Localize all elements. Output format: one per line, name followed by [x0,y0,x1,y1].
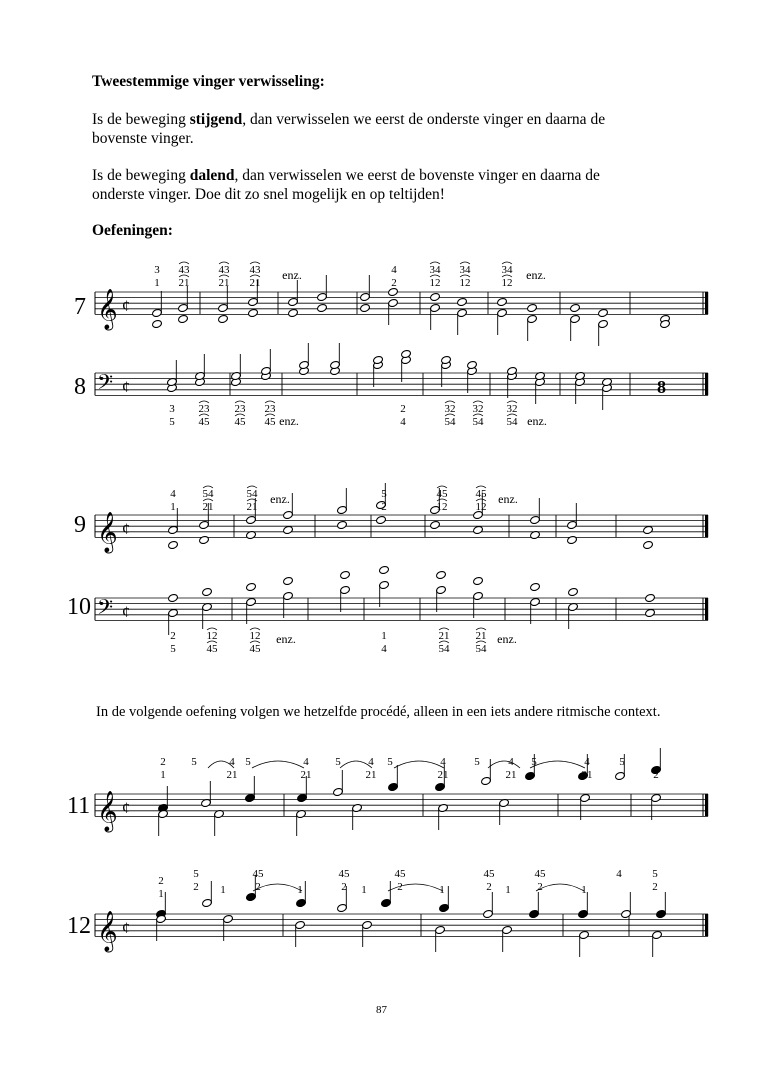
fingering: 5 [652,868,658,880]
upper-note-head [439,903,450,912]
fingering: 1 [581,884,587,896]
staff-11 [95,791,708,832]
fingering: 1 [158,888,164,900]
note-head [360,292,371,301]
fingering: 5 [387,756,393,768]
fingering: 5 [531,756,537,768]
fingering: 5 [191,756,197,768]
fingering-bottom: 54 [475,643,487,655]
note-head [570,303,581,312]
lower-note-head [352,803,363,812]
fingering: 2 [193,881,199,893]
exercise-number-10: 10 [67,594,91,620]
note-head [473,525,484,534]
fingering-bottom: 45 [234,416,246,428]
fingering-top: 23 [198,403,210,415]
time-signature: ¢ [122,297,130,315]
fingering: 45 [483,868,495,880]
fingering: 2 [537,881,543,893]
note-head [246,515,257,524]
upper-note-head [529,909,540,918]
note-head [567,520,578,529]
fingering-top: 54 [202,488,214,500]
final-barline-thick [705,794,708,816]
bass-clef-icon: 𝄢 [97,596,114,624]
upper-note-head [578,909,589,918]
note-head [199,535,210,544]
enz-label: enz. [270,492,290,506]
fingering-bottom: 21 [218,277,230,289]
fingering: 21 [365,769,377,781]
note-head [360,303,371,312]
fingering-top: 2 [170,630,176,642]
note-head [436,585,447,594]
note-head [598,319,609,328]
fingering: 1 [505,884,511,896]
paragraph-descending: Is de beweging dalend, dan verwisselen we eerst de bovenste vinger en daarna de onderste vinger. Doe dit zo snel mogelijk en op teltijden! [92,167,600,203]
enz-label: enz. [497,632,517,646]
fingering: 21 [505,769,517,781]
staff-12 [95,911,708,952]
fingering: 5 [474,756,480,768]
note-head [473,576,484,585]
note-head [430,520,441,529]
fingering: 2 [397,881,403,893]
lower-note-head [502,925,513,934]
fingering-bottom: 45 [206,643,218,655]
tie-slur [388,884,443,891]
note-head [246,597,257,606]
fingering: 4 [584,756,590,768]
exercise-number-12: 12 [67,913,91,939]
note-head [340,570,351,579]
fingering-bottom: 4 [400,416,406,428]
note-head [497,308,508,317]
tie-slur [252,761,304,768]
note-head [598,308,609,317]
enz-label: enz. [526,268,546,282]
fingering: 21 [300,769,312,781]
fingering-bottom: 54 [472,416,484,428]
note-head [248,297,259,306]
note-head [527,303,538,312]
final-time-label: 8 [657,377,666,397]
keyword-dalend: dalend [189,167,235,184]
note-head [288,308,299,317]
fingering-bottom: 21 [178,277,190,289]
fingering-top: 3 [154,264,160,276]
whole-note-head [643,525,654,534]
page-number: 87 [376,1004,387,1016]
note-head [376,515,387,524]
upper-note-head [435,782,446,791]
note-head [340,585,351,594]
fingering-bottom: 2 [381,501,387,513]
fingering-bottom: 12 [459,277,471,289]
exercise-number-11: 11 [67,793,91,819]
note-head [430,303,441,312]
keyword-stijgend: stijgend [189,111,243,128]
note-head [178,314,189,323]
upper-note-head [296,898,307,907]
fingering: 2 [653,769,659,781]
fingering-top: 32 [506,403,518,415]
whole-note-head [645,608,656,617]
bass-clef-icon: 𝄢 [97,371,114,399]
fingering-top: 12 [249,630,261,642]
note-head [497,297,508,306]
note-head [337,520,348,529]
fingering-bottom: 54 [444,416,456,428]
fingering-bottom: 54 [506,416,518,428]
lower-note-head [435,925,446,934]
fingering: 4 [368,756,374,768]
treble-clef-icon: 𝄞 [97,911,118,951]
fingering-top: 34 [501,264,513,276]
lower-note-head [652,930,663,939]
note-head [568,587,579,596]
fingering: 5 [619,756,625,768]
note-head [248,308,259,317]
time-signature: ¢ [122,520,130,538]
tie-slur [488,761,520,768]
time-signature: ¢ [122,603,130,621]
note-head [527,314,538,323]
fingering-bottom: 5 [169,416,175,428]
upper-note-head [297,793,308,802]
fingering-top: 23 [234,403,246,415]
fingering-bottom: 12 [436,501,448,513]
fingering-top: 34 [459,264,471,276]
enz-label: enz. [282,268,302,282]
fingering-bottom: 45 [264,416,276,428]
fingering-bottom: 21 [202,501,214,513]
enz-label: enz. [527,414,547,428]
note-head [530,515,541,524]
fingering-top: 1 [381,630,387,642]
note-head [473,591,484,600]
fingering-bottom: 2 [391,277,397,289]
intermediate-text: In de volgende oefening volgen we hetzelfde procédé, alleen in een iets andere ritmische context. [96,704,661,720]
treble-clef-icon: 𝄞 [97,791,118,831]
enz-label: enz. [279,414,299,428]
treble-clef-icon: 𝄞 [97,512,118,552]
fingering-top: 23 [264,403,276,415]
upper-note-head [621,909,632,918]
fingering-top: 43 [178,264,190,276]
final-barline-thick [705,515,708,537]
exercise-number-9: 9 [74,512,86,538]
note-head [317,303,328,312]
fingering-bottom: 45 [249,643,261,655]
upper-note-head [656,909,667,918]
exercise-number-8: 8 [74,374,86,400]
fingering: 21 [437,769,449,781]
paragraph-ascending: Is de beweging stijgend, dan verwisselen we eerst de onderste vinger en daarna de bovenste vinger. [92,111,606,147]
fingering: 1 [297,884,303,896]
time-signature: ¢ [122,919,130,937]
note-head [570,314,581,323]
fingering: 4 [440,756,446,768]
lower-note-head [580,793,591,802]
note-head [436,570,447,579]
note-head [388,298,399,307]
fingering: 1 [439,884,445,896]
note-head [168,593,179,602]
fingering: 45 [252,868,264,880]
staff-9 [95,512,708,553]
fingering: 2 [255,881,261,893]
upper-note-head [388,782,399,791]
note-head [168,608,179,617]
upper-note-head [381,898,392,907]
note-head [337,505,348,514]
note-head [152,308,163,317]
note-head [218,314,229,323]
fingering: 1 [220,884,226,896]
fingering: 2 [652,881,658,893]
tie-slur [394,761,444,768]
upper-note-head [245,793,256,802]
fingering: 2 [341,881,347,893]
time-signature: ¢ [122,378,130,396]
fingering-top: 5 [381,488,387,500]
fingering: 4 [303,756,309,768]
fingering: 5 [193,868,199,880]
fingering-bottom: 45 [198,416,210,428]
lower-note-head [438,803,449,812]
fingering-bottom: 1 [170,501,176,513]
note-head [202,587,213,596]
lower-note-head [651,793,662,802]
note-head [168,525,179,534]
fingering: 45 [534,868,546,880]
note-head [567,535,578,544]
note-head [457,297,468,306]
fingering-top: 45 [436,488,448,500]
fingering: 21 [581,769,593,781]
upper-note-head [333,787,344,796]
note-head [199,520,210,529]
final-barline-thick [705,292,708,314]
enz-label: enz. [498,492,518,506]
note-head [178,303,189,312]
note-head [317,292,328,301]
fingering-bottom: 1 [154,277,160,289]
fingering-bottom: 12 [429,277,441,289]
fingering-top: 54 [246,488,258,500]
tie-slur [340,761,372,768]
upper-note-head [202,898,213,907]
lower-note-head [579,930,590,939]
fingering: 5 [245,756,251,768]
lower-note-head [223,914,234,923]
note-head [430,292,441,301]
fingering: 4 [508,756,514,768]
whole-note-head [645,593,656,602]
fingering-top: 32 [472,403,484,415]
exercises-heading: Oefeningen: [92,222,173,239]
fingering-bottom: 54 [438,643,450,655]
note-head [152,319,163,328]
note-head [379,580,390,589]
final-barline-thick [705,598,708,620]
treble-clef-icon: 𝄞 [97,289,118,329]
fingering-bottom: 5 [170,643,176,655]
note-head [283,510,294,519]
upper-note-head [615,771,626,780]
note-head [379,565,390,574]
note-head [530,582,541,591]
lower-note-head [295,920,306,929]
fingering: 2 [486,881,492,893]
upper-note-head [337,903,348,912]
fingering-top: 21 [475,630,487,642]
fingering-bottom: 4 [381,643,387,655]
fingering-top: 21 [438,630,450,642]
fingering-top: 4 [170,488,176,500]
fingering: 45 [394,868,406,880]
note-head [283,525,294,534]
whole-note-head [643,540,654,549]
enz-label: enz. [276,632,296,646]
fingering-top: 43 [218,264,230,276]
fingering-top: 34 [429,264,441,276]
fingering: 4 [616,868,622,880]
note-head [283,591,294,600]
upper-note-head [483,909,494,918]
fingering-bottom: 12 [475,501,487,513]
fingering-top: 4 [391,264,397,276]
note-head [246,582,257,591]
staff-10 [95,597,708,624]
fingering: 4 [229,756,235,768]
fingering-bottom: 21 [249,277,261,289]
upper-note-head [246,892,257,901]
fingering-bottom: 12 [501,277,513,289]
fingering: 21 [226,769,238,781]
tie-slur [536,884,584,891]
fingering-top: 2 [400,403,406,415]
fingering: 1 [361,884,367,896]
note-head [168,540,179,549]
upper-note-head [525,771,536,780]
tie-slur [530,761,585,768]
note-head [530,597,541,606]
exercise-number-7: 7 [74,294,86,320]
lower-note-head [362,920,373,929]
fingering: 1 [160,769,166,781]
note-head [283,576,294,585]
fingering: 45 [338,868,350,880]
fingering-top: 45 [475,488,487,500]
note-head [457,308,468,317]
fingering-top: 43 [249,264,261,276]
fingering: 2 [160,756,166,768]
fingering-top: 32 [444,403,456,415]
upper-note-head [481,776,492,785]
final-barline-thick [705,914,708,936]
fingering-top: 3 [169,403,175,415]
note-head [218,303,229,312]
note-head [288,297,299,306]
fingering-bottom: 21 [246,501,258,513]
fingering: 2 [158,875,164,887]
final-barline-thick [705,373,708,395]
time-signature: ¢ [122,799,130,817]
fingering-top: 12 [206,630,218,642]
section-heading: Tweestemmige vinger verwisseling: [92,73,325,90]
fingering: 5 [335,756,341,768]
